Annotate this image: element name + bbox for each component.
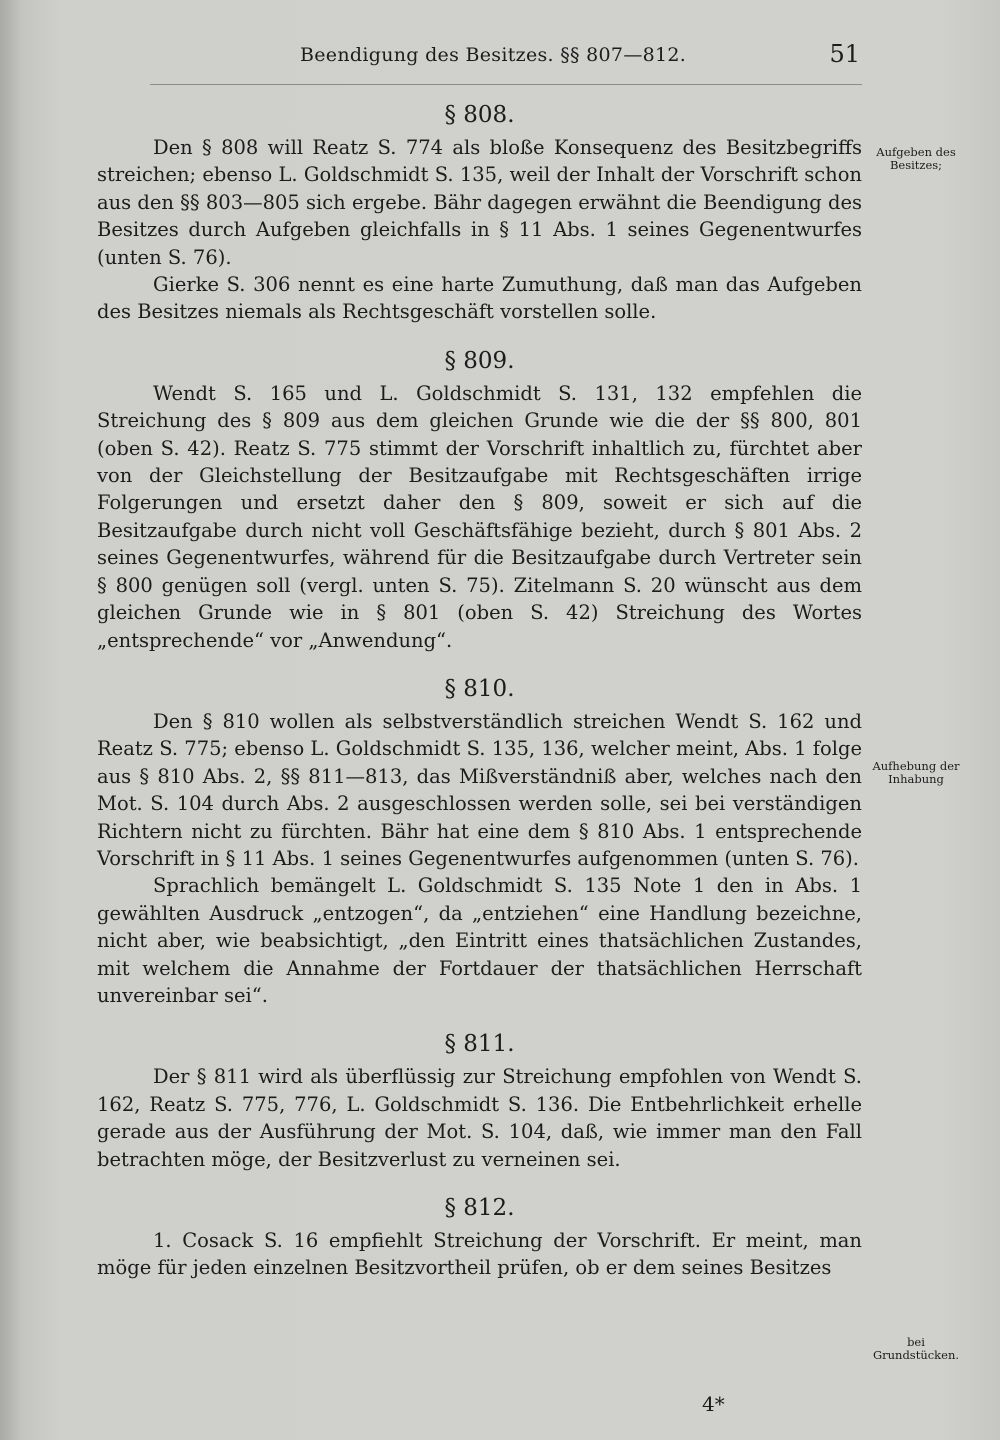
page-header xyxy=(300,40,860,74)
section-heading-811: § 811. xyxy=(444,1031,515,1058)
section-gap xyxy=(97,1009,862,1027)
paragraph-808-1: Den § 808 will Reatz S. 774 als bloße Konsequenz des Besitzbegriffs streichen; ebenso L. Goldschmidt S. 135, weil der Inhalt der Vorschrift schon aus den §§ 803—805 sich ergebe. Bähr dagegen erwähnt die Beendigung des Besitzes durch Aufgeben gleichfalls in § 11 Abs. 1 seines Gegenentwurfes (unten S. 76). xyxy=(97,136,862,269)
header-rule xyxy=(150,84,862,85)
section-heading-808: § 808. xyxy=(444,102,515,128)
section-heading-809: § 809. xyxy=(444,347,515,374)
section-heading-812: § 812. xyxy=(444,1195,515,1221)
paragraph-810-2: Sprachlich bemängelt L. Goldschmidt S. 135 Note 1 den in Abs. 1 gewählten Ausdruck „entzogen“, da „entziehen“ eine Handlung bezeichne, nicht aber, wie beabsichtigt, „den Eintritt eines thatsächlichen Zustandes, mit welchem die Annahme der Fortdauer der thatsächlichen Herrschaft unvereinbar sei“. xyxy=(97,874,862,1007)
paragraph-809-1: Wendt S. 165 und L. Goldschmidt S. 131, 132 empfehlen die Streichung des § 809 aus dem gleichen Grunde wie die der §§ 800, 801 (oben S. 42). Reatz S. 775 stimmt der Vorschrift inhaltlich zu, fürchtet aber von der Gleichstellung der Besitzaufgabe mit Rechtsgeschäften irrige Folgerungen und ersetzt daher den § 809, soweit er sich auf die Besitzaufgabe durch nicht voll Geschäftsfähige bezieht, durch § 801 Abs. 2 seines Gegenentwurfes, während für die Besitzaufgabe durch Vertreter sein § 800 genügen soll (vergl. unten S. 75). Zitelmann S. 20 wünscht aus dem gleichen Grunde wie in § 801 (oben S. 42) Streichung des Wortes „entsprechende“ vor „Anwendung“. xyxy=(97,381,862,652)
margin-note-aufhebung: Aufhebung der Inhabung xyxy=(872,759,960,786)
paragraph-812-1: 1. Cosack S. 16 empfiehlt Streichung der Vorschrift. Er meint, man möge für jeden einzelnen Besitzvortheil prüfen, ob er dem seines Besitzes xyxy=(97,1229,862,1280)
page-number: 51 xyxy=(829,40,860,68)
margin-note-aufgeben: Aufgeben des Besitzes; xyxy=(876,145,956,172)
signature-mark: 4* xyxy=(702,1392,725,1416)
section-gap xyxy=(97,654,862,672)
page-body xyxy=(97,98,862,1282)
paragraph-810-1: Den § 810 wollen als selbstverständlich streichen Wendt S. 162 und Reatz S. 775; ebenso L. Goldschmidt S. 135, 136, welcher meint, Abs. 1 folge aus § 810 Abs. 2, §§ 811—813, das Mißverständniß aber, welches nach den Mot. S. 104 durch Abs. 2 ausgeschlossen werden solle, sei bei verständigen Richtern nicht zu fürchten. Bähr hat eine dem § 810 Abs. 1 entsprechende Vorschrift in § 11 Abs. 1 seines Gegenentwurfes aufgenommen (unten S. 76). xyxy=(97,709,862,870)
running-title: Beendigung des Besitzes. §§ 807—812. xyxy=(300,44,687,66)
paragraph-808-2: Gierke S. 306 nennt es eine harte Zumuthung, daß man das Aufgeben des Besitzes niemals als Rechtsgeschäft vorstellen solle. xyxy=(97,273,862,324)
section-gap xyxy=(97,1173,862,1191)
section-gap xyxy=(97,326,862,344)
margin-note-grundstuecke: bei Grundstücken. xyxy=(872,1335,960,1362)
paragraph-811-1: Der § 811 wird als überflüssig zur Streichung empfohlen von Wendt S. 162, Reatz S. 775, 776, L. Goldschmidt S. 136. Die Entbehrlichkeit erhelle gerade aus der Ausführung der Mot. S. 104, daß, wie immer man den Fall betrachten möge, der Besitzverlust zu verneinen sei. xyxy=(97,1065,862,1171)
section-heading-810: § 810. xyxy=(444,675,515,702)
